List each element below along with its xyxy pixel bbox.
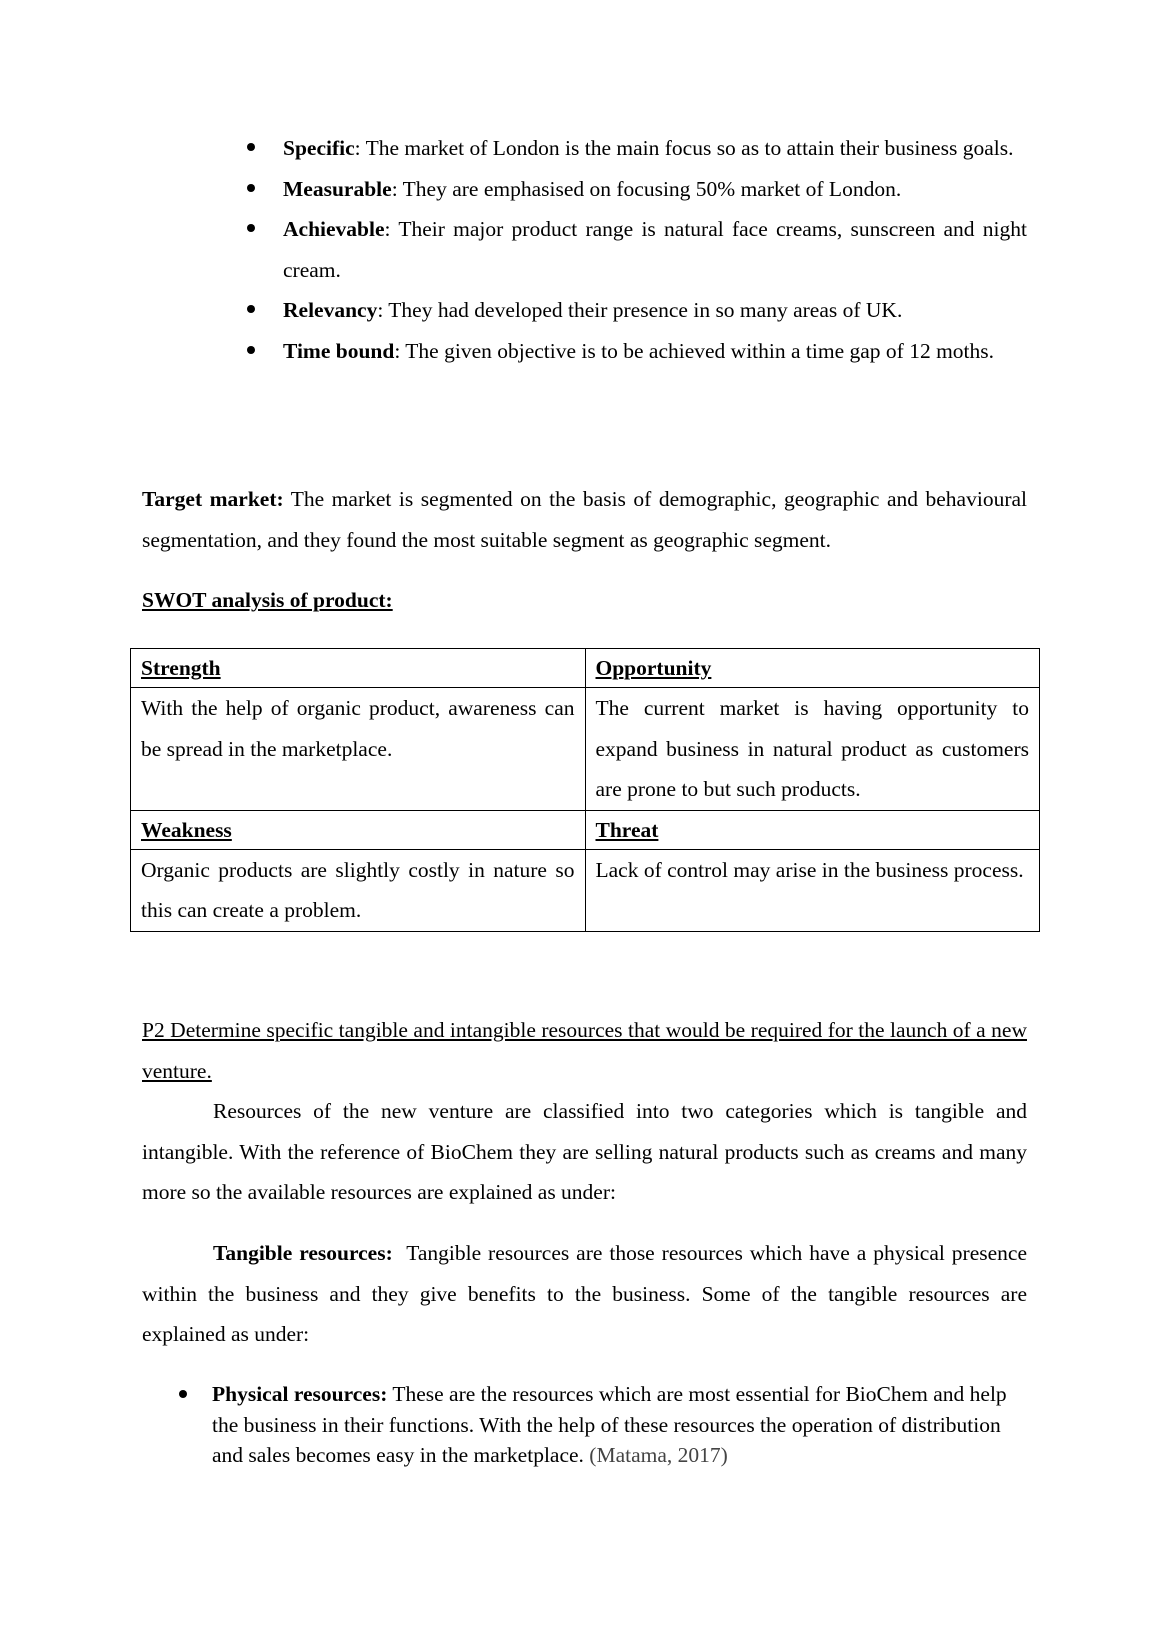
smart-term: Achievable xyxy=(283,217,385,241)
strength-header-cell xyxy=(131,649,586,688)
list-item xyxy=(212,1379,1027,1471)
tangible-text: Tangible resources are those resources which have a physical presence within the business and they give benefits to the business. Some of the tangible resources are explained as under: xyxy=(142,1241,1033,1346)
tangible-resources-paragraph xyxy=(142,1233,1033,1355)
bullet-icon xyxy=(179,1390,187,1398)
table-row xyxy=(131,849,1040,931)
threat-header-cell xyxy=(585,810,1040,849)
p2-intro-paragraph: Resources of the new venture are classified into two categories which is tangible and intangible. With the reference of BioChem they are selling natural products such as creams and many more so the available resources are explained as under: xyxy=(142,1099,1027,1204)
physical-text: These are the resources which are most essential for BioChem and help the business in their functions. With the help of these resources the operation of distribution and sales becomes easy in the marketplace. xyxy=(212,1382,1007,1467)
weakness-label: Weakness xyxy=(141,817,232,842)
smart-term: Time bound xyxy=(283,338,395,363)
smart-text: : The given objective is to be achieved within a time gap of 12 moths. xyxy=(394,338,995,363)
strength-cell: With the help of organic product, awareness can be spread in the marketplace. xyxy=(131,688,586,811)
list-item xyxy=(283,209,1027,290)
target-market-label: Target market: xyxy=(142,487,284,511)
table-row xyxy=(131,649,1040,688)
table-row xyxy=(131,688,1040,811)
bullet-icon xyxy=(247,184,255,192)
target-market-paragraph xyxy=(142,479,1027,560)
smart-text: : They had developed their presence in so many areas of UK. xyxy=(377,298,903,322)
smart-objectives-list xyxy=(0,128,1158,371)
bullet-icon xyxy=(247,305,255,313)
tangible-label: Tangible resources: xyxy=(213,1241,393,1265)
list-item xyxy=(283,331,1027,372)
smart-term: Measurable xyxy=(283,176,392,201)
physical-label: Physical resources: xyxy=(212,1382,388,1406)
threat-label: Threat xyxy=(595,817,659,842)
weakness-header-cell xyxy=(131,810,586,849)
opportunity-cell: The current market is having opportunity to expand business in natural product as customers are prone to but such products. xyxy=(585,688,1040,811)
list-item xyxy=(283,290,1027,331)
bullet-icon xyxy=(247,224,255,232)
strength-label: Strength xyxy=(141,656,221,680)
weakness-cell: Organic products are slightly costly in nature so this can create a problem. xyxy=(131,849,586,931)
opportunity-header-cell xyxy=(585,649,1040,688)
swot-heading xyxy=(142,580,1027,621)
threat-cell: Lack of control may arise in the business process. xyxy=(585,849,1040,931)
physical-resources-list xyxy=(0,1379,1158,1471)
bullet-icon xyxy=(247,143,255,151)
list-item xyxy=(283,169,1027,210)
p2-heading: P2 Determine specific tangible and intangible resources that would be required for the launch of a new venture. xyxy=(142,1018,1027,1083)
smart-term: Specific xyxy=(283,136,355,160)
bullet-icon xyxy=(247,346,255,354)
target-market-text: The market is segmented on the basis of demographic, geographic and behavioural segmentation, and they found the most suitable segment as geographic segment. xyxy=(142,487,1027,552)
smart-text: : The market of London is the main focus so as to attain their business goals. xyxy=(354,136,1014,160)
smart-term: Relevancy xyxy=(283,298,378,322)
swot-table xyxy=(130,648,1040,932)
citation: (Matama, 2017) xyxy=(589,1443,728,1467)
swot-heading-text: SWOT analysis of product: xyxy=(142,588,393,612)
table-row xyxy=(131,810,1040,849)
opportunity-label: Opportunity xyxy=(595,656,712,680)
smart-text: : They are emphasised on focusing 50% market of London. xyxy=(391,176,902,201)
list-item xyxy=(283,128,1027,169)
smart-text: : Their major product range is natural face creams, sunscreen and night cream. xyxy=(283,217,1027,282)
